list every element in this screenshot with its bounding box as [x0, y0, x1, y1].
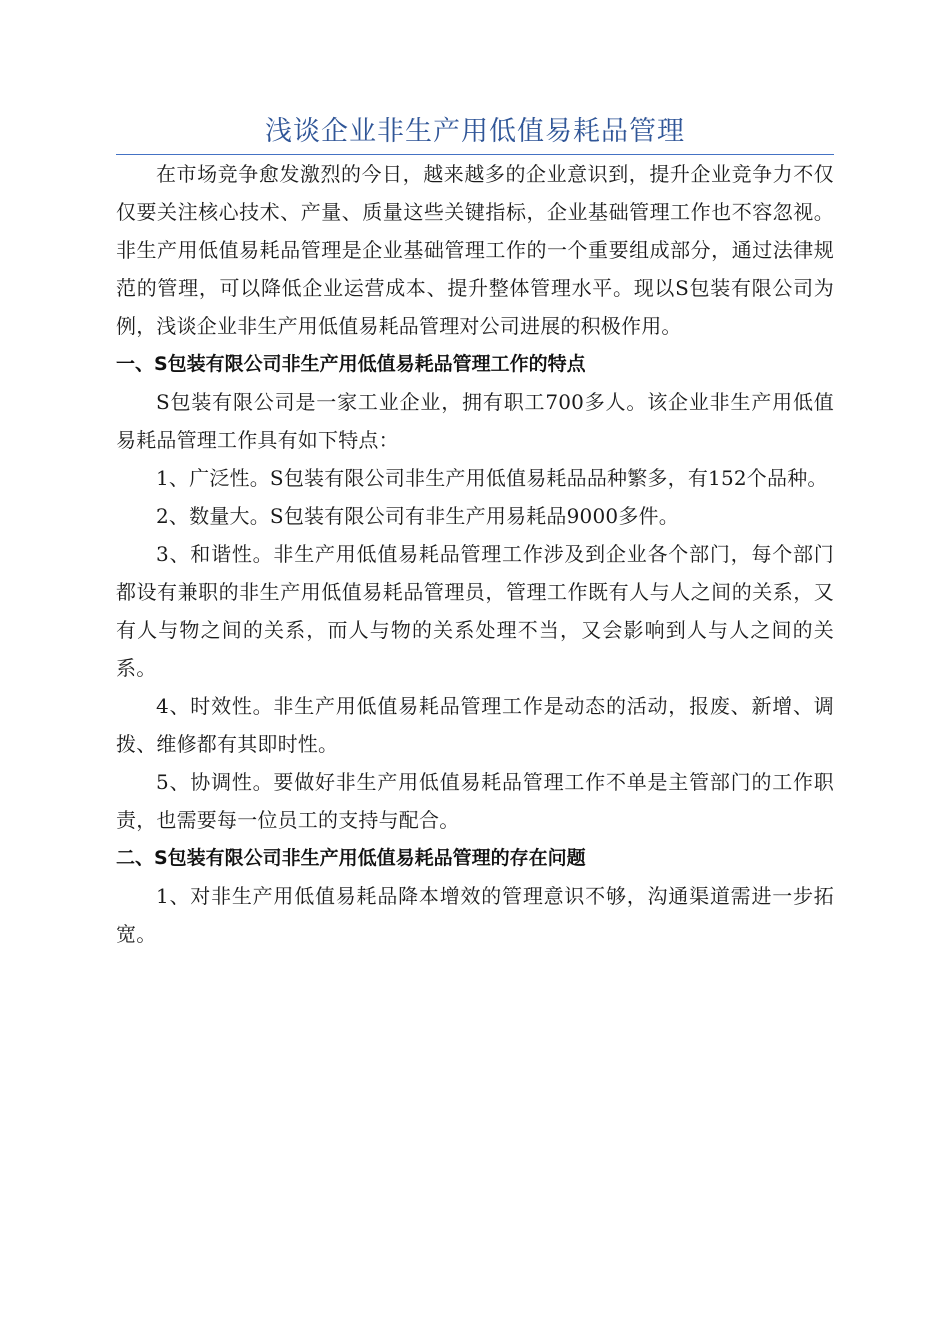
feature-paragraph-breadth: 1、广泛性。S包装有限公司非生产用低值易耗品品种繁多，有152个品种。: [156, 466, 828, 490]
feature-paragraph-harmony: 3、和谐性。非生产用低值易耗品管理工作涉及到企业各个部门，每个部门都设有兼职的非生产用低值易耗品管理员，管理工作既有人与人之间的关系，又有人与物之间的关系，而人与物的关系处理不当，又会影响到人与人之间的关系。: [116, 542, 834, 680]
document-title: 浅谈企业非生产用低值易耗品管理: [265, 116, 685, 147]
feature-paragraph-timeliness: 4、时效性。非生产用低值易耗品管理工作是动态的活动，报废、新增、调拨、维修都有其即时性。: [116, 694, 834, 756]
feature-paragraph-coordination: 5、协调性。要做好非生产用低值易耗品管理工作不单是主管部门的工作职责，也需要每一位员工的支持与配合。: [116, 770, 834, 832]
feature-paragraph-quantity: 2、数量大。S包装有限公司有非生产用易耗品9000多件。: [156, 504, 679, 528]
company-description-paragraph: S包装有限公司是一家工业企业，拥有职工700多人。该企业非生产用低值易耗品管理工作具有如下特点：: [116, 390, 834, 452]
issue-paragraph-awareness: 1、对非生产用低值易耗品降本增效的管理意识不够，沟通渠道需进一步拓宽。: [116, 884, 834, 946]
section-heading-problems: 二、S包装有限公司非生产用低值易耗品管理的存在问题: [116, 847, 586, 869]
section-heading-characteristics: 一、S包装有限公司非生产用低值易耗品管理工作的特点: [116, 353, 586, 375]
intro-paragraph: 在市场竞争愈发激烈的今日，越来越多的企业意识到，提升企业竞争力不仅仅要关注核心技术、产量、质量这些关键指标，企业基础管理工作也不容忽视。非生产用低值易耗品管理是企业基础管理工作的一个重要组成部分，通过法律规范的管理，可以降低企业运营成本、提升整体管理水平。现以S包装有限公司为例，浅谈企业非生产用低值易耗品管理对公司进展的积极作用。: [116, 162, 834, 338]
document-page: [116, 0, 834, 953]
